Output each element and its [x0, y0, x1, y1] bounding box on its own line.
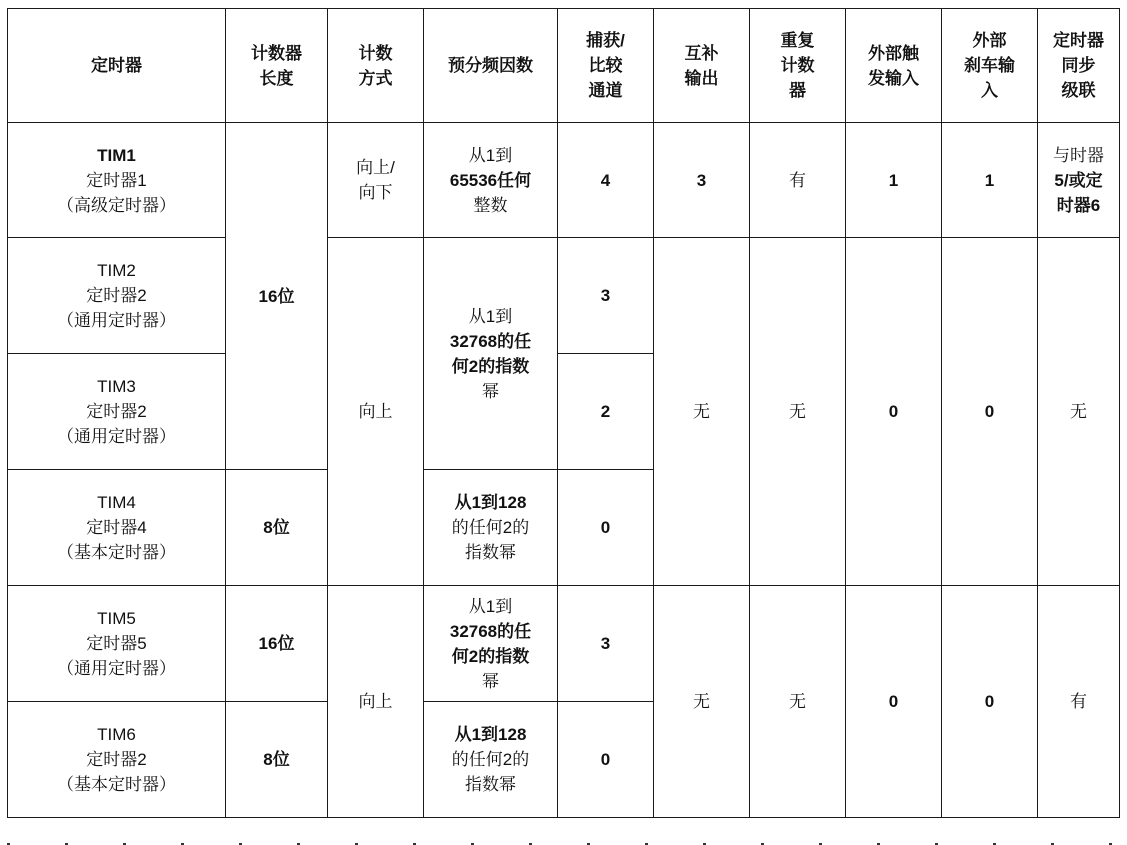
channels-cell: 3 [558, 586, 654, 702]
channels-cell: 0 [558, 470, 654, 586]
header-capture-compare: 捕获/ 比较 通道 [558, 9, 654, 123]
prescaler-cell: 从1到 65536任何 整数 [424, 123, 558, 238]
count-mode-cell: 向上/ 向下 [328, 123, 424, 238]
header-counter-length: 计数器 长度 [226, 9, 328, 123]
timer-cell-tim2: TIM2 定时器2 （通用定时器） [8, 238, 226, 354]
timer-cell-tim5: TIM5 定时器5 （通用定时器） [8, 586, 226, 702]
prescaler-cell: 从1到128 的任何2的 指数幂 [424, 470, 558, 586]
channels-cell: 4 [558, 123, 654, 238]
counter-length-cell: 8位 [226, 470, 328, 586]
table-row-tim1 [8, 123, 1120, 238]
complementary-cell: 3 [654, 123, 750, 238]
repetition-cell: 无 [750, 238, 846, 586]
count-mode-cell: 向上 [328, 238, 424, 586]
count-mode-cell: 向上 [328, 586, 424, 818]
ext-trigger-cell: 0 [846, 586, 942, 818]
timer-comparison-table [7, 8, 1120, 818]
complementary-cell: 无 [654, 238, 750, 586]
header-external-trigger: 外部触 发输入 [846, 9, 942, 123]
header-external-break: 外部 刹车输 入 [942, 9, 1038, 123]
prescaler-cell: 从1到 32768的任 何2的指数 幂 [424, 586, 558, 702]
header-row [8, 9, 1120, 123]
complementary-cell: 无 [654, 586, 750, 818]
header-count-mode: 计数 方式 [328, 9, 424, 123]
timer-cell-tim3: TIM3 定时器2 （通用定时器） [8, 354, 226, 470]
counter-length-cell: 16位 [226, 586, 328, 702]
header-timer: 定时器 [8, 9, 226, 123]
timer-cell-tim1: TIM1 定时器1 （高级定时器） [8, 123, 226, 238]
prescaler-cell: 从1到128 的任何2的 指数幂 [424, 702, 558, 818]
channels-cell: 0 [558, 702, 654, 818]
sync-cell: 与时器 5/或定 时器6 [1038, 123, 1120, 238]
channels-cell: 3 [558, 238, 654, 354]
counter-length-cell: 16位 [226, 123, 328, 470]
timer-cell-tim4: TIM4 定时器4 （基本定时器） [8, 470, 226, 586]
prescaler-cell: 从1到 32768的任 何2的指数 幂 [424, 238, 558, 470]
table-row-tim2 [8, 238, 1120, 354]
ext-break-cell: 0 [942, 238, 1038, 586]
repetition-cell: 有 [750, 123, 846, 238]
header-sync-cascade: 定时器 同步 级联 [1038, 9, 1120, 123]
header-prescaler: 预分频因数 [424, 9, 558, 123]
sync-cell: 无 [1038, 238, 1120, 586]
channels-cell: 2 [558, 354, 654, 470]
repetition-cell: 无 [750, 586, 846, 818]
header-repetition-counter: 重复 计数 器 [750, 9, 846, 123]
ext-break-cell: 0 [942, 586, 1038, 818]
header-complementary-output: 互补 输出 [654, 9, 750, 123]
counter-length-cell: 8位 [226, 702, 328, 818]
ext-trigger-cell: 1 [846, 123, 942, 238]
timer-cell-tim6: TIM6 定时器2 （基本定时器） [8, 702, 226, 818]
ext-trigger-cell: 0 [846, 238, 942, 586]
table-row-tim5 [8, 586, 1120, 702]
sync-cell: 有 [1038, 586, 1120, 818]
ext-break-cell: 1 [942, 123, 1038, 238]
